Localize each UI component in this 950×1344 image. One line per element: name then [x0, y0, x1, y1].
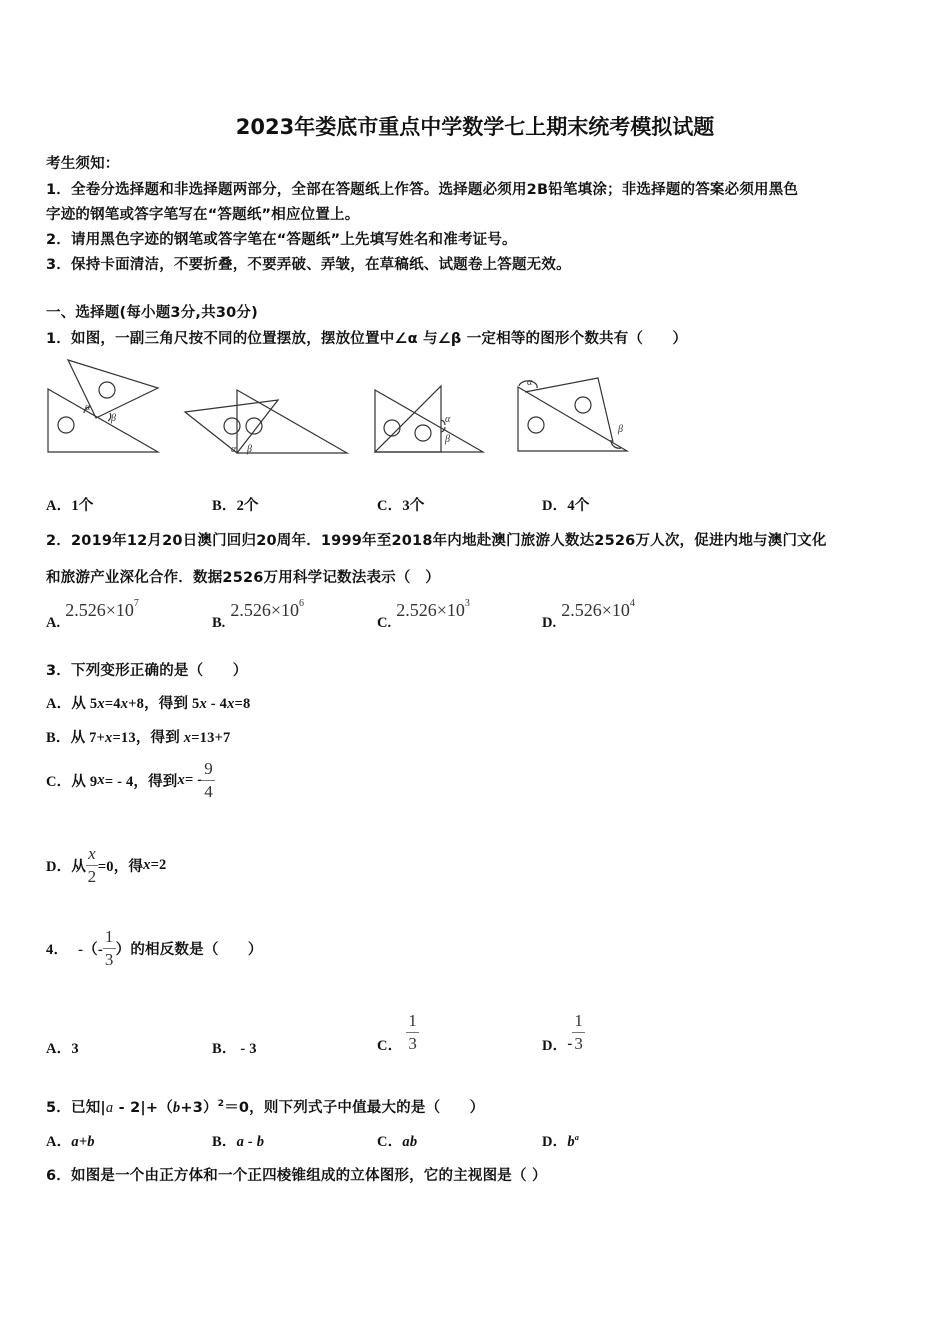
notice-item-1-cont: 字迹的钢笔或答字笔写在“答题纸”相应位置上。 [46, 207, 360, 223]
option-text: 从 7+ [70, 730, 106, 746]
option-text: - 4 [206, 696, 228, 712]
q1-option-c[interactable] [377, 494, 425, 515]
alpha-label: α [231, 444, 237, 455]
var: x [227, 696, 235, 712]
option-text: +8，得到 5 [128, 696, 200, 712]
question-stem: ）的相反数是（ ） [115, 941, 263, 958]
beta-label: β [111, 413, 116, 424]
option-text: 1个 [71, 498, 94, 514]
option-label: A． [46, 1134, 72, 1150]
q3-option-b[interactable] [46, 726, 231, 747]
option-text: 2个 [236, 498, 259, 514]
option-label: B． [212, 1041, 237, 1057]
option-label: A． [46, 498, 72, 514]
option-text: =4 [104, 696, 121, 712]
notice-item-1: 1．全卷分选择题和非选择题两部分，全部在答题纸上作答。选择题必须用2B铅笔填涂；非选择题的答案必须用黑色 [46, 182, 799, 198]
option-label: A. [46, 615, 61, 631]
section-heading: 一、选择题(每小题3分,共30分) [46, 305, 258, 321]
q2-option-c[interactable] [377, 598, 470, 631]
option-expression: a - b [236, 1134, 265, 1150]
option-text: =13+7 [191, 730, 231, 746]
option-label: B． [46, 730, 71, 746]
q3-option-d[interactable] [46, 845, 167, 886]
question-1 [46, 327, 687, 348]
q5-option-b[interactable] [212, 1130, 264, 1151]
option-text: 从 [71, 858, 87, 875]
option-text: 4个 [567, 498, 590, 514]
question-stem: 如图，一副三角尺按不同的位置摆放，摆放位置中∠α 与∠β 一定相等的图形个数共有（ ） [71, 331, 688, 347]
option-label: D． [542, 498, 568, 514]
option-label: C． [377, 1037, 403, 1054]
question-stem: 已知| [71, 1100, 106, 1116]
option-expression: b [567, 1134, 575, 1150]
option-label: C． [46, 773, 72, 790]
notice-heading: 考生须知： [46, 156, 120, 172]
exponent: 2 [217, 1099, 225, 1110]
option-label: B． [212, 498, 237, 514]
var: a [105, 1100, 114, 1116]
question-4 [46, 928, 263, 969]
q5-option-a[interactable] [46, 1130, 95, 1151]
notice-item-3: 3．保持卡面清洁，不要折叠，不要弄破、弄皱，在草稿纸、试题卷上答题无效。 [46, 257, 571, 273]
option-label: D． [542, 1134, 568, 1150]
option-text: =13，得到 [112, 730, 184, 746]
question-2 [46, 529, 827, 550]
q4-option-b[interactable] [212, 1037, 257, 1058]
q4-option-a[interactable] [46, 1037, 79, 1058]
option-expression: $2.526\times 10^6$ [230, 598, 305, 620]
alpha-label: α [445, 414, 451, 425]
option-text: 从 5 [71, 696, 98, 712]
triangle-figure-3 [365, 380, 495, 460]
q1-option-a[interactable] [46, 494, 94, 515]
option-label: B. [212, 615, 226, 631]
option-text: 从 9 [71, 773, 98, 790]
option-text: 3个 [402, 498, 425, 514]
question-number: 2． [46, 533, 71, 549]
option-expression: a+b [71, 1134, 95, 1150]
q1-option-b[interactable] [212, 494, 259, 515]
question-3 [46, 659, 247, 680]
question-stem: +3） [180, 1100, 218, 1116]
option-expression: ab [402, 1134, 418, 1150]
option-label: B． [212, 1134, 237, 1150]
exponent: a [574, 1133, 580, 1143]
question-number: 3． [46, 663, 71, 679]
option-expression: $2.526\times 10^7$ [65, 598, 139, 620]
option-label: D. [542, 615, 557, 631]
q2-option-a[interactable] [46, 598, 139, 631]
beta-label: β [445, 434, 450, 445]
fraction: $\frac{1}{3}$ [574, 1011, 584, 1053]
q5-option-c[interactable] [377, 1130, 417, 1151]
option-label: A． [46, 696, 72, 712]
option-text: - 3 [236, 1041, 257, 1057]
option-text: =8 [234, 696, 251, 712]
question-2-cont: 和旅游产业深化合作．数据2526万用科学记数法表示（ ） [46, 570, 440, 586]
question-stem: 如图是一个由正方体和一个正四棱锥组成的立体图形，它的主视图是（ ） [71, 1168, 547, 1184]
option-expression: $2.526\times 10^3$ [396, 598, 470, 620]
option-text: - [567, 1035, 573, 1052]
alpha-label: α [527, 377, 533, 388]
beta-label: β [247, 444, 252, 455]
option-label: A． [46, 1041, 72, 1057]
fraction: $\frac{x}{2}$ [87, 844, 97, 886]
var: b [172, 1100, 181, 1116]
q1-option-d[interactable] [542, 494, 590, 515]
triangle-figure-2 [175, 380, 355, 460]
question-stem: - 2|+（ [113, 1100, 173, 1116]
option-label: C． [377, 1134, 403, 1150]
page-title: 2023年娄底市重点中学数学七上期末统考模拟试题 [235, 115, 715, 139]
fraction: $\frac{9}{4}$ [204, 759, 213, 801]
question-6 [46, 1164, 547, 1185]
triangle-figure-1 [40, 355, 170, 460]
question-stem: -（- [78, 941, 103, 958]
q4-option-c[interactable] [377, 1012, 419, 1053]
option-text: = - [184, 771, 203, 788]
question-number: 5． [46, 1100, 71, 1116]
var: x [177, 771, 185, 788]
question-number: 4． [46, 941, 69, 958]
q2-option-b[interactable] [212, 598, 305, 631]
question-number: 1． [46, 331, 71, 347]
var: x [199, 696, 207, 712]
alpha-label: α [85, 402, 91, 413]
var: x [105, 730, 113, 746]
question-stem-line1: 2019年12月20日澳门回归20周年．1999年至2018年内地赴澳门旅游人数达2526万人次，促进内地与澳门文化 [71, 533, 827, 549]
var: x [143, 856, 151, 873]
option-expression: $2.526\times 10^4$ [561, 598, 635, 620]
option-label: C. [377, 615, 392, 631]
option-text: =0，得 [97, 858, 144, 875]
question-stem: ＝0，则下列式子中值最大的是（ ） [224, 1100, 485, 1116]
option-label: D． [46, 858, 72, 875]
beta-label: β [618, 424, 623, 435]
option-text: =2 [150, 856, 167, 873]
question-number: 6． [46, 1168, 71, 1184]
q3-option-a[interactable] [46, 692, 250, 713]
var: x [183, 730, 192, 746]
fraction: $\frac{1}{3}$ [408, 1011, 418, 1053]
triangle-figure-4 [505, 370, 640, 460]
option-text: = - 4，得到 [104, 773, 178, 790]
notice-item-2: 2．请用黑色字迹的钢笔或答字笔在“答题纸”上先填写姓名和准考证号。 [46, 232, 517, 248]
q5-option-d[interactable] [542, 1130, 579, 1151]
q4-option-d[interactable] [542, 1012, 585, 1053]
fraction: $\frac{1}{3}$ [104, 927, 114, 969]
question-stem: 下列变形正确的是（ ） [71, 663, 248, 679]
option-label: D． [542, 1037, 568, 1054]
option-label: C． [377, 498, 403, 514]
question-5 [46, 1096, 484, 1117]
option-text: 3 [71, 1041, 79, 1057]
var: x [120, 696, 129, 712]
q2-option-d[interactable] [542, 598, 635, 631]
var: x [97, 696, 105, 712]
var: x [97, 771, 105, 788]
q3-option-c[interactable] [46, 760, 215, 801]
